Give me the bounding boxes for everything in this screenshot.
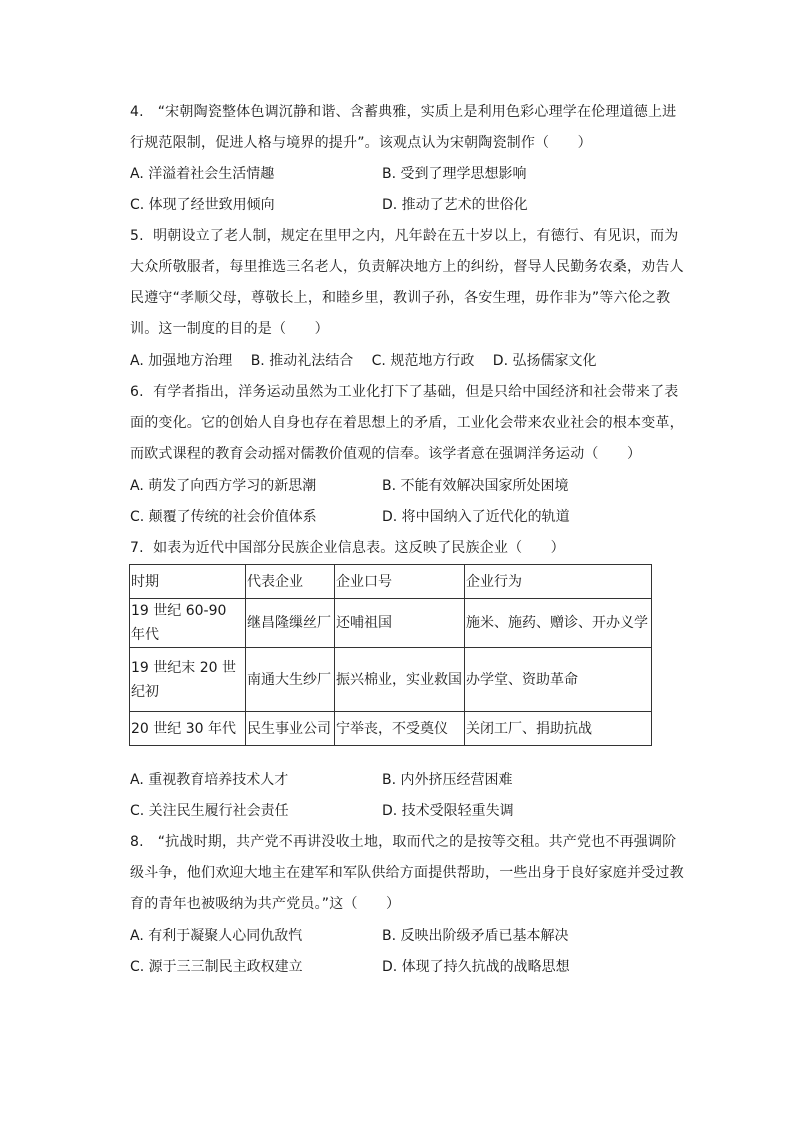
option-a[interactable]: A. 有利于凝聚人心同仇敌忾 [130, 928, 303, 944]
option-a[interactable]: A. 萌发了向西方学习的新思潮 [130, 478, 317, 494]
question-number: 7. [130, 540, 144, 556]
table-cell: 施米、施药、赠诊、开办义学 [465, 599, 652, 648]
table-row [130, 599, 652, 648]
table-cell: 宁举丧，不受奠仪 [335, 712, 465, 746]
table-row [130, 648, 652, 712]
option-c[interactable]: C. 体现了经世致用倾向 [130, 197, 275, 213]
option-d[interactable]: D. 弘扬儒家文化 [492, 353, 597, 369]
question-8 [130, 827, 690, 920]
option-b[interactable]: B. 不能有效解决国家所处困境 [382, 478, 569, 494]
enterprise-info-table [129, 564, 652, 746]
option-a[interactable]: A. 重视教育培养技术人才 [130, 772, 289, 788]
table-cell: 南通大生纱厂 [246, 648, 335, 712]
question-7-stem [130, 533, 690, 564]
question-text: “抗战时期，共产党不再讲没收土地，取而代之的是按等交租。共产党也不再强调阶级斗争，他们欢迎大地主在建军和军队供给方面提供帮助，一些出身于良好家庭并受过教育的青年也被吸纳为共产党员。”这（ ） [130, 834, 684, 912]
option-b[interactable]: B. 推动礼法结合 [250, 353, 354, 369]
table-header-cell: 代表企业 [246, 565, 335, 599]
option-c[interactable]: C. 规范地方行政 [371, 353, 475, 369]
question-8-options [130, 921, 690, 983]
table-row [130, 712, 652, 746]
table-cell: 继昌隆缫丝厂 [246, 599, 335, 648]
question-number: 4. [130, 104, 144, 120]
option-d[interactable]: D. 体现了持久抗战的战略思想 [382, 959, 570, 975]
question-4 [130, 97, 690, 159]
table-cell: 还哺祖国 [335, 599, 465, 648]
question-5 [130, 221, 690, 345]
option-c[interactable]: C. 源于三三制民主政权建立 [130, 959, 303, 975]
table-cell: 振兴棉业，实业救国 [335, 648, 465, 712]
option-a[interactable]: A. 洋溢着社会生活情趣 [130, 166, 275, 182]
option-d[interactable]: D. 将中国纳入了近代化的轨道 [382, 509, 570, 525]
question-number: 6. [130, 384, 144, 400]
question-7 [130, 533, 690, 564]
option-d[interactable]: D. 技术受限轻重失调 [382, 803, 514, 819]
table-header-cell: 企业口号 [335, 565, 465, 599]
question-6-options [130, 471, 690, 533]
table-cell: 关闭工厂、捐助抗战 [465, 712, 652, 746]
question-5-stem [130, 221, 690, 345]
question-text: 明朝设立了老人制，规定在里甲之内，凡年龄在五十岁以上，有德行、有见识，而为大众所敬服者，每里推选三名老人，负责解决地方上的纠纷，督导人民勤务农桑，劝告人民遵守“孝顺父母，尊敬长上，和睦乡里，教训子孙，各安生理，毋作非为”等六伦之教训。这一制度的目的是（ ） [130, 228, 684, 337]
table-cell: 19 世纪末 20 世纪初 [130, 648, 246, 712]
option-c[interactable]: C. 关注民生履行社会责任 [130, 803, 289, 819]
option-c[interactable]: C. 颠覆了传统的社会价值体系 [130, 509, 317, 525]
table-cell: 20 世纪 30 年代 [130, 712, 246, 746]
question-number: 8. [130, 834, 144, 850]
table-header-cell: 企业行为 [465, 565, 652, 599]
question-6-stem [130, 377, 690, 470]
question-7-options [130, 765, 690, 827]
question-text: 有学者指出，洋务运动虽然为工业化打下了基础，但是只给中国经济和社会带来了表面的变化。它的创始人自身也存在着思想上的矛盾，工业化会带来农业社会的根本变革，而欧式课程的教育会动摇对儒教价值观的信奉。该学者意在强调洋务运动（ ） [130, 384, 684, 462]
option-d[interactable]: D. 推动了艺术的世俗化 [382, 197, 528, 213]
option-b[interactable]: B. 受到了理学思想影响 [382, 166, 527, 182]
option-a[interactable]: A. 加强地方治理 [130, 353, 233, 369]
question-text: 如表为近代中国部分民族企业信息表。这反映了民族企业（ ） [153, 540, 565, 556]
question-text: “宋朝陶瓷整体色调沉静和谐、含蓄典雅，实质上是利用色彩心理学在伦理道德上进行规范限制，促进人格与境界的提升”。该观点认为宋朝陶瓷制作（ ） [130, 104, 677, 151]
question-5-options [130, 346, 690, 377]
table-cell: 19 世纪 60-90 年代 [130, 599, 246, 648]
question-6 [130, 377, 690, 470]
question-8-stem [130, 827, 690, 920]
table-cell: 民生事业公司 [246, 712, 335, 746]
question-4-stem [130, 97, 690, 159]
option-b[interactable]: B. 反映出阶级矛盾已基本解决 [382, 928, 569, 944]
table-cell: 办学堂、资助革命 [465, 648, 652, 712]
table-header-cell: 时期 [130, 565, 246, 599]
question-4-options [130, 159, 690, 221]
table-header-row [130, 565, 652, 599]
option-b[interactable]: B. 内外挤压经营困难 [382, 772, 513, 788]
question-number: 5. [130, 228, 144, 244]
